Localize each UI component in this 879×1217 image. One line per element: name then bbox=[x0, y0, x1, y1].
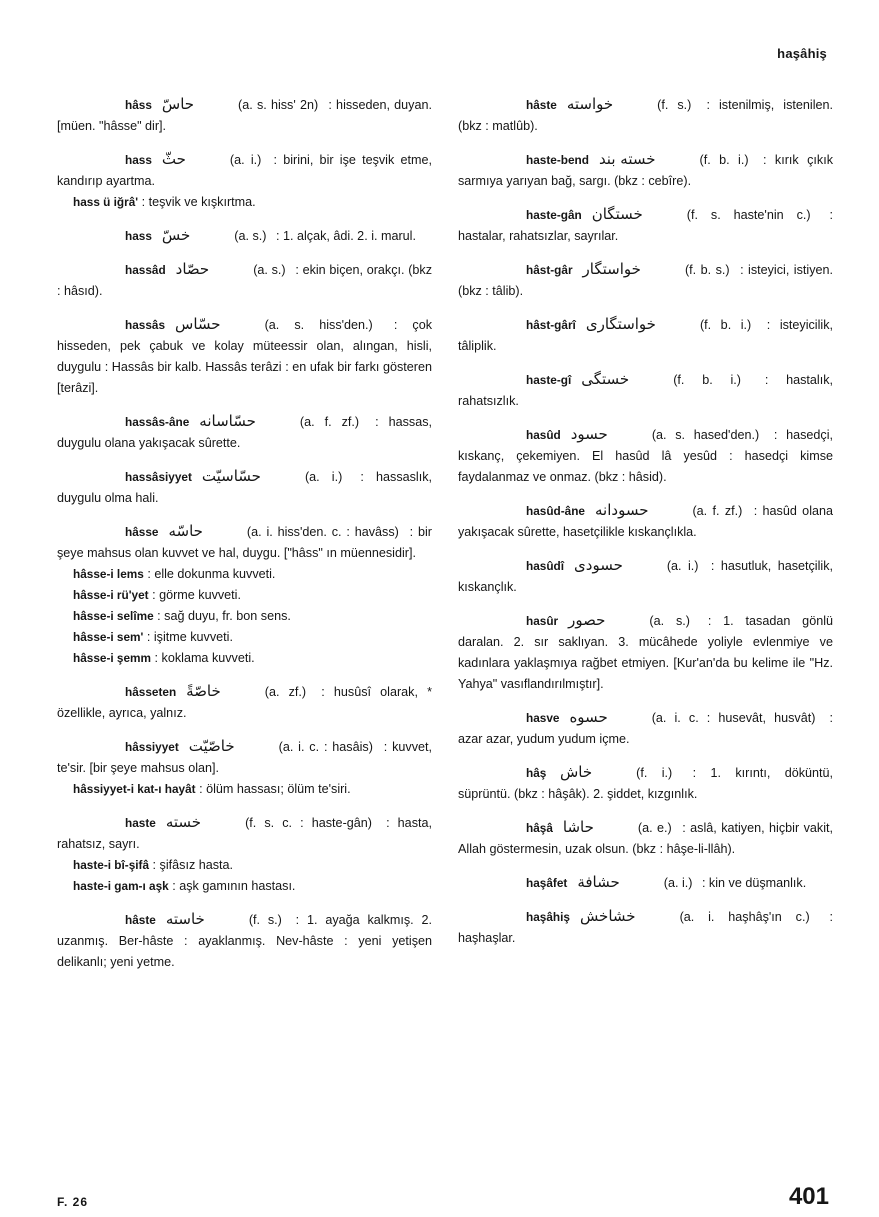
entry-grammar: (f. b. i.) bbox=[699, 318, 752, 332]
entry-main bbox=[458, 259, 833, 302]
entry-arabic-script: حسودانه bbox=[595, 501, 649, 519]
entry-grammar: (a. zf.) bbox=[264, 685, 307, 699]
sub-entry-text: : görme kuvveti. bbox=[152, 588, 241, 602]
entry-definition: : husûsî olarak, * özellikle, ayrıca, yalnız. bbox=[57, 685, 432, 720]
entry-headword: hasûr bbox=[526, 614, 559, 628]
right-column bbox=[458, 94, 833, 961]
entry-definition: : hastalık, rahatsızlık. bbox=[458, 373, 834, 408]
sub-entry-text: : işitme kuvveti. bbox=[146, 630, 233, 644]
dictionary-entry bbox=[458, 555, 833, 598]
entry-arabic-script: خواستگار bbox=[582, 260, 641, 278]
entry-definition: : azar azar, yudum yudum içme. bbox=[458, 711, 833, 746]
dictionary-entry bbox=[57, 94, 432, 137]
entry-arabic-script: حاسّ bbox=[161, 95, 195, 113]
entry-definition: : hassas, duygulu olana yakışacak sûrette. bbox=[57, 415, 433, 450]
dictionary-entry bbox=[458, 94, 833, 137]
sub-entry bbox=[73, 876, 432, 897]
running-head: haşâhiş bbox=[777, 46, 827, 61]
entry-main bbox=[57, 149, 432, 192]
entry-main bbox=[458, 707, 833, 750]
entry-arabic-script: حسودی bbox=[574, 556, 623, 574]
entry-headword: hâsse bbox=[125, 525, 159, 539]
sub-entry-text: : aşk gamının hastası. bbox=[172, 879, 296, 893]
entry-grammar: (f. s.) bbox=[248, 913, 282, 927]
entry-main bbox=[57, 521, 432, 564]
entry-headword: hasûd-âne bbox=[526, 504, 585, 518]
entry-grammar: (a. i.) bbox=[663, 876, 693, 890]
entry-arabic-script: حسّاس bbox=[175, 315, 221, 333]
dictionary-entry bbox=[57, 812, 432, 897]
entry-definition: : birini, bir işe teşvik etme, kandırıp ayartma. bbox=[57, 153, 432, 188]
entry-grammar: (a. s.) bbox=[253, 263, 286, 277]
sub-entry-headword: haste-i gam-ı aşk bbox=[73, 879, 169, 893]
entry-grammar: (f. s. haste'nin c.) bbox=[686, 208, 811, 222]
entry-headword: hâst-gâr bbox=[526, 263, 573, 277]
entry-headword: haşâhiş bbox=[526, 910, 570, 924]
dictionary-entry bbox=[458, 707, 833, 750]
entry-headword: hâssiyyet bbox=[125, 740, 179, 754]
dictionary-entry bbox=[458, 762, 833, 805]
entry-arabic-script: حشافة bbox=[577, 873, 620, 891]
entry-arabic-script: حاسّه bbox=[168, 522, 203, 540]
dictionary-entry bbox=[57, 909, 432, 973]
entry-arabic-script: حسوه bbox=[569, 708, 608, 726]
entry-arabic-script: حاشا bbox=[562, 818, 594, 836]
entry-headword: hâss bbox=[125, 98, 152, 112]
entry-grammar: (f. b. i.) bbox=[699, 153, 749, 167]
sub-entry bbox=[73, 564, 432, 585]
entry-arabic-script: خستگان bbox=[591, 205, 643, 223]
entry-headword: haste bbox=[125, 816, 156, 830]
entry-definition: : hasedçi, kıskanç, çekemiyen. El hasûd lâ yesûd : hasedçi kimse faydalanmaz ve onmaz. (bkz : hâsid). bbox=[458, 428, 834, 484]
entry-definition: : 1. tasadan gönlü daralan. 2. sır saklıyan. 3. mücâhede yoliyle evlenmiye ve kadınlara yaklaşmıya rağbet etmiyen. [Kur'an'da bu kelime ile "Hz. Yahya" vasıflandırılmıştır]. bbox=[458, 614, 834, 691]
entry-arabic-script: حصّاد bbox=[175, 260, 210, 278]
sub-entry-text: : sağ duyu, fr. bon sens. bbox=[157, 609, 291, 623]
entry-grammar: (a. i. hiss'den. c. : havâss) bbox=[246, 525, 399, 539]
entry-arabic-script: خاصّيّت bbox=[188, 737, 235, 755]
entry-headword: haşâfet bbox=[526, 876, 568, 890]
sub-entry-headword: hâsse-i rü'yet bbox=[73, 588, 149, 602]
entry-grammar: (a. f. zf.) bbox=[299, 415, 360, 429]
sub-entry bbox=[73, 779, 432, 800]
entry-main bbox=[458, 610, 833, 695]
entry-definition: : istenilmiş, istenilen. (bkz : matlûb). bbox=[458, 98, 834, 133]
sub-entry-headword: hâssiyyet-i kat-ı hayât bbox=[73, 782, 196, 796]
entry-definition: : 1. alçak, âdi. 2. i. marul. bbox=[275, 229, 416, 243]
sub-entry bbox=[73, 192, 432, 213]
entry-definition: : hasutluk, hasetçilik, kıskançlık. bbox=[458, 559, 833, 594]
dictionary-entry bbox=[458, 817, 833, 860]
dictionary-entry bbox=[458, 259, 833, 302]
dictionary-entry bbox=[57, 259, 432, 302]
dictionary-entry bbox=[57, 149, 432, 213]
sub-entry-headword: hâsse-i şemm bbox=[73, 651, 152, 665]
entry-grammar: (a. i. c. : hasâis) bbox=[278, 740, 373, 754]
entry-grammar: (f. i.) bbox=[636, 766, 673, 780]
entry-arabic-script: خواسته bbox=[566, 95, 614, 113]
dictionary-entry bbox=[458, 314, 833, 357]
entry-main bbox=[57, 736, 432, 779]
entry-definition: : isteyici, istiyen. (bkz : tâlib). bbox=[458, 263, 833, 298]
entry-definition: : 1. ayağa kalkmış. 2. uzanmış. Ber-hâste : ayaklanmış. Nev-hâste : yeni yetişen delikanlı; yeni yetme. bbox=[57, 913, 433, 969]
entry-definition: : kırık çıkık sarmıya yarıyan bağ, sargı. (bkz : cebîre). bbox=[458, 153, 834, 188]
entry-main bbox=[458, 94, 833, 137]
dictionary-entry bbox=[458, 424, 833, 488]
sub-entry bbox=[73, 648, 432, 669]
entry-grammar: (f. b. s.) bbox=[684, 263, 730, 277]
sub-entry-text: : şifâsız hasta. bbox=[152, 858, 234, 872]
dictionary-entry bbox=[57, 681, 432, 724]
dictionary-entry bbox=[458, 872, 833, 894]
entry-headword: hassâd bbox=[125, 263, 166, 277]
entry-definition: : aslâ, katiyen, hiçbir vakit, Allah göstermesin, uzak olsun. (bkz : hâşe-li-llâh). bbox=[458, 821, 833, 856]
entry-main bbox=[57, 411, 432, 454]
entry-definition: : hassaslık, duygulu olma hali. bbox=[57, 470, 433, 505]
entry-definition: : hasûd olana yakışacak sûrette, hasetçilikle kıskançlıkla. bbox=[458, 504, 833, 539]
dictionary-entry bbox=[458, 149, 833, 192]
entry-grammar: (a. s. hased'den.) bbox=[651, 428, 760, 442]
entry-main bbox=[57, 466, 432, 509]
left-column bbox=[57, 94, 432, 985]
entry-main bbox=[57, 909, 432, 973]
entry-headword: hasûdî bbox=[526, 559, 565, 573]
entry-definition: : isteyicilik, tâliplik. bbox=[458, 318, 834, 353]
dictionary-entry bbox=[458, 369, 833, 412]
entry-main bbox=[458, 817, 833, 860]
sub-entry-headword: hass ü iğrâ' bbox=[73, 195, 139, 209]
page-number: 401 bbox=[788, 1183, 829, 1210]
entry-grammar: (a. i.) bbox=[304, 470, 343, 484]
entry-headword: hassâsiyyet bbox=[125, 470, 192, 484]
entry-main bbox=[458, 424, 833, 488]
entry-definition: : kin ve düşmanlık. bbox=[701, 876, 807, 890]
sub-entry-headword: hâsse-i selîme bbox=[73, 609, 154, 623]
entry-arabic-script: خاصّةً bbox=[186, 682, 221, 700]
sub-entry-headword: hâsse-i lems bbox=[73, 567, 144, 581]
entry-main bbox=[57, 681, 432, 724]
entry-arabic-script: خسّ bbox=[161, 226, 191, 244]
dictionary-entry bbox=[458, 204, 833, 247]
entry-arabic-script: حثّ bbox=[161, 150, 186, 168]
entry-main bbox=[57, 812, 432, 855]
entry-definition: : 1. kırıntı, döküntü, süprüntü. (bkz : hâşâk). 2. şiddet, kızgınlık. bbox=[458, 766, 834, 801]
entry-main bbox=[57, 259, 432, 302]
entry-definition: : kuvvet, te'sir. [bir şeye mahsus olan]. bbox=[57, 740, 433, 775]
entry-grammar: (f. s.) bbox=[657, 98, 692, 112]
entry-headword: haste-gî bbox=[526, 373, 572, 387]
entry-definition: : bir şeye mahsus olan kuvvet ve hal, duygu. ["hâss" ın müennesidir]. bbox=[57, 525, 432, 560]
sub-entry bbox=[73, 606, 432, 627]
entry-main bbox=[458, 906, 833, 949]
entry-arabic-script: حسّاسانه bbox=[199, 412, 256, 430]
entry-grammar: (a. i. haşhâş'ın c.) bbox=[679, 910, 810, 924]
entry-definition: : haşhaşlar. bbox=[458, 910, 833, 945]
entry-definition: : hasta, rahatsız, sayrı. bbox=[57, 816, 432, 851]
sub-entry bbox=[73, 855, 432, 876]
entry-main bbox=[458, 762, 833, 805]
entry-headword: hassâs bbox=[125, 318, 166, 332]
sub-entry-text: : elle dokunma kuvveti. bbox=[147, 567, 276, 581]
entry-grammar: (a. s. hiss' 2n) bbox=[238, 98, 319, 112]
dictionary-entry bbox=[57, 466, 432, 509]
printer-signature: F. 26 bbox=[57, 1195, 89, 1209]
entry-grammar: (a. s.) bbox=[234, 229, 267, 243]
entry-definition: : hastalar, rahatsızlar, sayrılar. bbox=[458, 208, 834, 243]
entry-headword: hasve bbox=[526, 711, 560, 725]
dictionary-entry bbox=[57, 736, 432, 800]
entry-headword: hâst-gârî bbox=[526, 318, 576, 332]
entry-arabic-script: حسّاسيّت bbox=[201, 467, 261, 485]
entry-headword: hâşâ bbox=[526, 821, 553, 835]
entry-main bbox=[458, 872, 833, 894]
entry-main bbox=[458, 204, 833, 247]
sub-entry-text: : ölüm hassası; ölüm te'siri. bbox=[199, 782, 351, 796]
entry-main bbox=[458, 314, 833, 357]
entry-grammar: (a. i.) bbox=[229, 153, 262, 167]
dictionary-entry bbox=[57, 225, 432, 247]
entry-arabic-script: حسود bbox=[570, 425, 608, 443]
entry-grammar: (f. b. i.) bbox=[673, 373, 741, 387]
entry-headword: hâste bbox=[125, 913, 156, 927]
entry-headword: hass bbox=[125, 229, 152, 243]
entry-arabic-script: خاش bbox=[560, 763, 593, 781]
entry-arabic-script: خستگی bbox=[581, 370, 630, 388]
entry-main bbox=[458, 149, 833, 192]
entry-arabic-script: حصور bbox=[568, 611, 606, 629]
entry-arabic-script: خاسته bbox=[165, 910, 205, 928]
entry-grammar: (a. i. c. : husevât, husvât) bbox=[651, 711, 816, 725]
entry-headword: hâsseten bbox=[125, 685, 177, 699]
sub-entry-text: : koklama kuvveti. bbox=[154, 651, 255, 665]
entry-main bbox=[57, 94, 432, 137]
entry-definition: : ekin biçen, orakçı. (bkz : hâsıd). bbox=[57, 263, 433, 298]
dictionary-entry bbox=[458, 500, 833, 543]
dictionary-entry bbox=[458, 610, 833, 695]
entry-main bbox=[57, 225, 432, 247]
dictionary-entry bbox=[57, 411, 432, 454]
sub-entry-headword: hâsse-i sem' bbox=[73, 630, 144, 644]
entry-arabic-script: خشاخش bbox=[579, 907, 636, 925]
entry-grammar: (a. s.) bbox=[649, 614, 690, 628]
entry-arabic-script: خسته بند bbox=[598, 150, 656, 168]
entry-grammar: (a. i.) bbox=[666, 559, 699, 573]
entry-main bbox=[57, 314, 432, 399]
entry-definition: : çok hisseden, pek çabuk ve kolay müteessir olan, alıngan, hisli, duygulu : Hassâs bir kalb. Hassâs terâzi : en ufak bir farkı gösteren [terâzi]. bbox=[57, 318, 433, 395]
entry-headword: hassâs-âne bbox=[125, 415, 190, 429]
dictionary-entry bbox=[57, 314, 432, 399]
entry-main bbox=[458, 369, 833, 412]
entry-headword: hass bbox=[125, 153, 152, 167]
sub-entry bbox=[73, 585, 432, 606]
sub-entry-text: : teşvik ve kışkırtma. bbox=[141, 195, 256, 209]
entry-headword: hasûd bbox=[526, 428, 561, 442]
entry-headword: haste-gân bbox=[526, 208, 582, 222]
entry-grammar: (a. s. hiss'den.) bbox=[264, 318, 373, 332]
sub-entry bbox=[73, 627, 432, 648]
entry-headword: hâste bbox=[526, 98, 557, 112]
entry-main bbox=[458, 500, 833, 543]
entry-definition: : hisseden, duyan. [müen. "hâsse" dir]. bbox=[57, 98, 432, 133]
entry-grammar: (f. s. c. : haste-gân) bbox=[245, 816, 372, 830]
dictionary-entry bbox=[57, 521, 432, 669]
entry-arabic-script: خسته bbox=[165, 813, 202, 831]
entry-grammar: (a. e.) bbox=[637, 821, 672, 835]
entry-grammar: (a. f. zf.) bbox=[692, 504, 743, 518]
entry-headword: hâş bbox=[526, 766, 547, 780]
entry-main bbox=[458, 555, 833, 598]
sub-entry-headword: haste-i bî-şifâ bbox=[73, 858, 150, 872]
entry-arabic-script: خواستگاری bbox=[585, 315, 656, 333]
dictionary-entry bbox=[458, 906, 833, 949]
entry-headword: haste-bend bbox=[526, 153, 589, 167]
